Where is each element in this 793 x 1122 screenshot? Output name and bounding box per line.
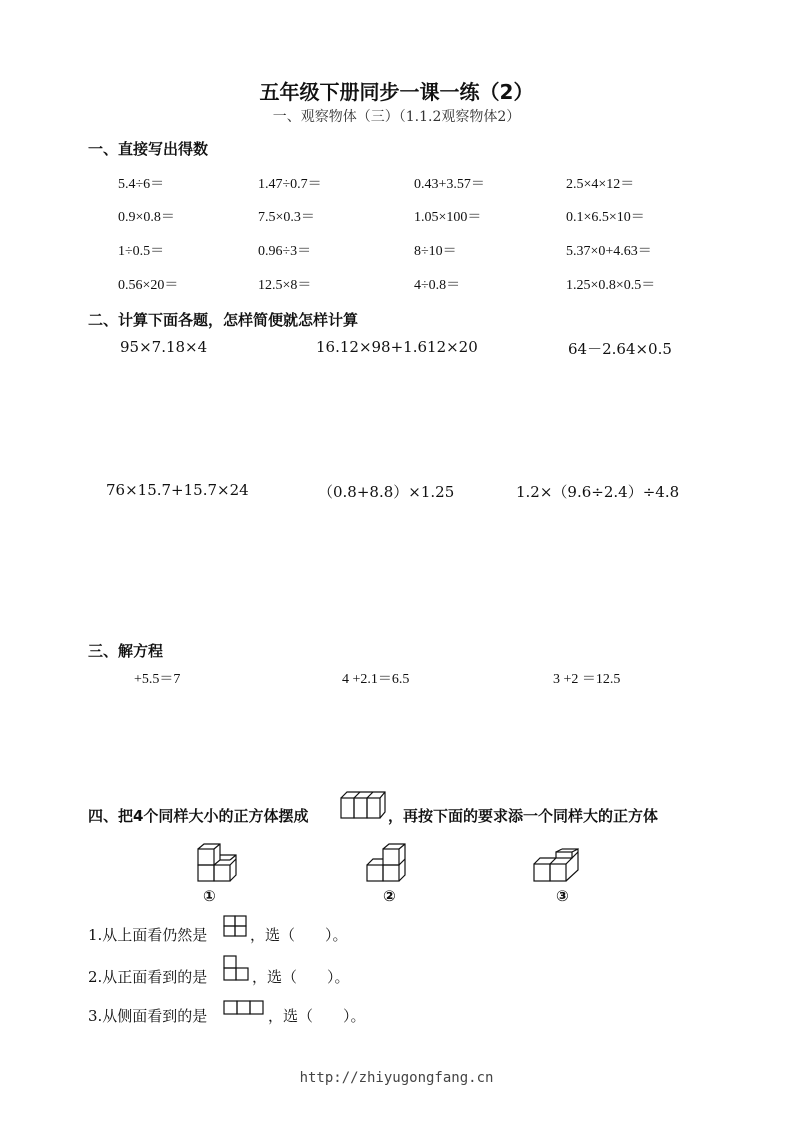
oral-calc-item: 5.4÷6＝ — [118, 177, 165, 192]
question-3-choice: ，选（ ）。 — [268, 1007, 366, 1025]
simplify-item: 16.12×98+1.612×20 — [316, 338, 478, 356]
four-cube-arrangement-icon — [340, 790, 386, 820]
equation-item: 4 +2.1＝6.5 — [342, 672, 410, 687]
oral-calc-item: 0.96÷3＝ — [258, 244, 312, 259]
question-1-choice: ，选（ ）。 — [250, 926, 348, 944]
section4-heading-end: ，再按下面的要求添一个同样大的正方体 — [388, 807, 659, 825]
oral-calc-item: 0.56×20＝ — [118, 278, 179, 293]
equation-item: 3 +2 ＝12.5 — [553, 672, 621, 687]
section4-heading-start: 四、把4个同样大小的正方体摆成 — [88, 807, 309, 825]
front-view-icon — [223, 955, 249, 981]
oral-calc-item: 5.37×0+4.63＝ — [566, 244, 652, 259]
oral-calc-item: 2.5×4×12＝ — [566, 177, 635, 192]
simplify-item: 1.2×（9.6÷2.4）÷4.8 — [516, 483, 680, 501]
cube-figure-3 — [531, 848, 585, 884]
oral-calc-item: 1÷0.5＝ — [118, 244, 165, 259]
oral-calc-item: 8÷10＝ — [414, 244, 457, 259]
question-3-text: 3.从侧面看到的是 — [88, 1007, 208, 1025]
top-view-icon — [223, 915, 247, 937]
section1-heading: 一、直接写出得数 — [88, 140, 209, 158]
question-2-text: 2.从正面看到的是 — [88, 968, 208, 986]
oral-calc-item: 0.1×6.5×10＝ — [566, 210, 645, 225]
oral-calc-item: 1.47÷0.7＝ — [258, 177, 322, 192]
figure-label-1: ① — [203, 887, 216, 905]
oral-calc-item: 1.25×0.8×0.5＝ — [566, 278, 656, 293]
oral-calc-item: 1.05×100＝ — [414, 210, 482, 225]
question-2-choice: ，选（ ）。 — [252, 968, 350, 986]
oral-calc-item: 4÷0.8＝ — [414, 278, 461, 293]
oral-calc-item: 0.43+3.57＝ — [414, 177, 485, 192]
simplify-item: （0.8+8.8）×1.25 — [318, 483, 455, 501]
simplify-item: 64－2.64×0.5 — [568, 340, 672, 358]
side-view-icon — [223, 1000, 265, 1016]
oral-calc-item: 12.5×8＝ — [258, 278, 312, 293]
oral-calc-item: 0.9×0.8＝ — [118, 210, 175, 225]
simplify-item: 95×7.18×4 — [120, 338, 208, 356]
section3-heading: 三、解方程 — [88, 642, 164, 660]
cube-figure-2 — [364, 842, 416, 884]
figure-label-2: ② — [383, 887, 396, 905]
question-1-text: 1.从上面看仍然是 — [88, 926, 208, 944]
simplify-item: 76×15.7+15.7×24 — [106, 481, 249, 499]
page-title: 五年级下册同步一课一练（2） — [259, 80, 534, 104]
figure-label-3: ③ — [556, 887, 569, 905]
page-subtitle: 一、观察物体（三）（1.1.2观察物体2） — [272, 109, 521, 125]
oral-calc-item: 7.5×0.3＝ — [258, 210, 315, 225]
cube-figure-1 — [195, 842, 247, 884]
equation-item: +5.5＝7 — [134, 672, 181, 687]
footer-url[interactable]: http://zhiyugongfang.cn — [299, 1070, 494, 1086]
section2-heading: 二、计算下面各题，怎样简便就怎样计算 — [88, 311, 359, 329]
